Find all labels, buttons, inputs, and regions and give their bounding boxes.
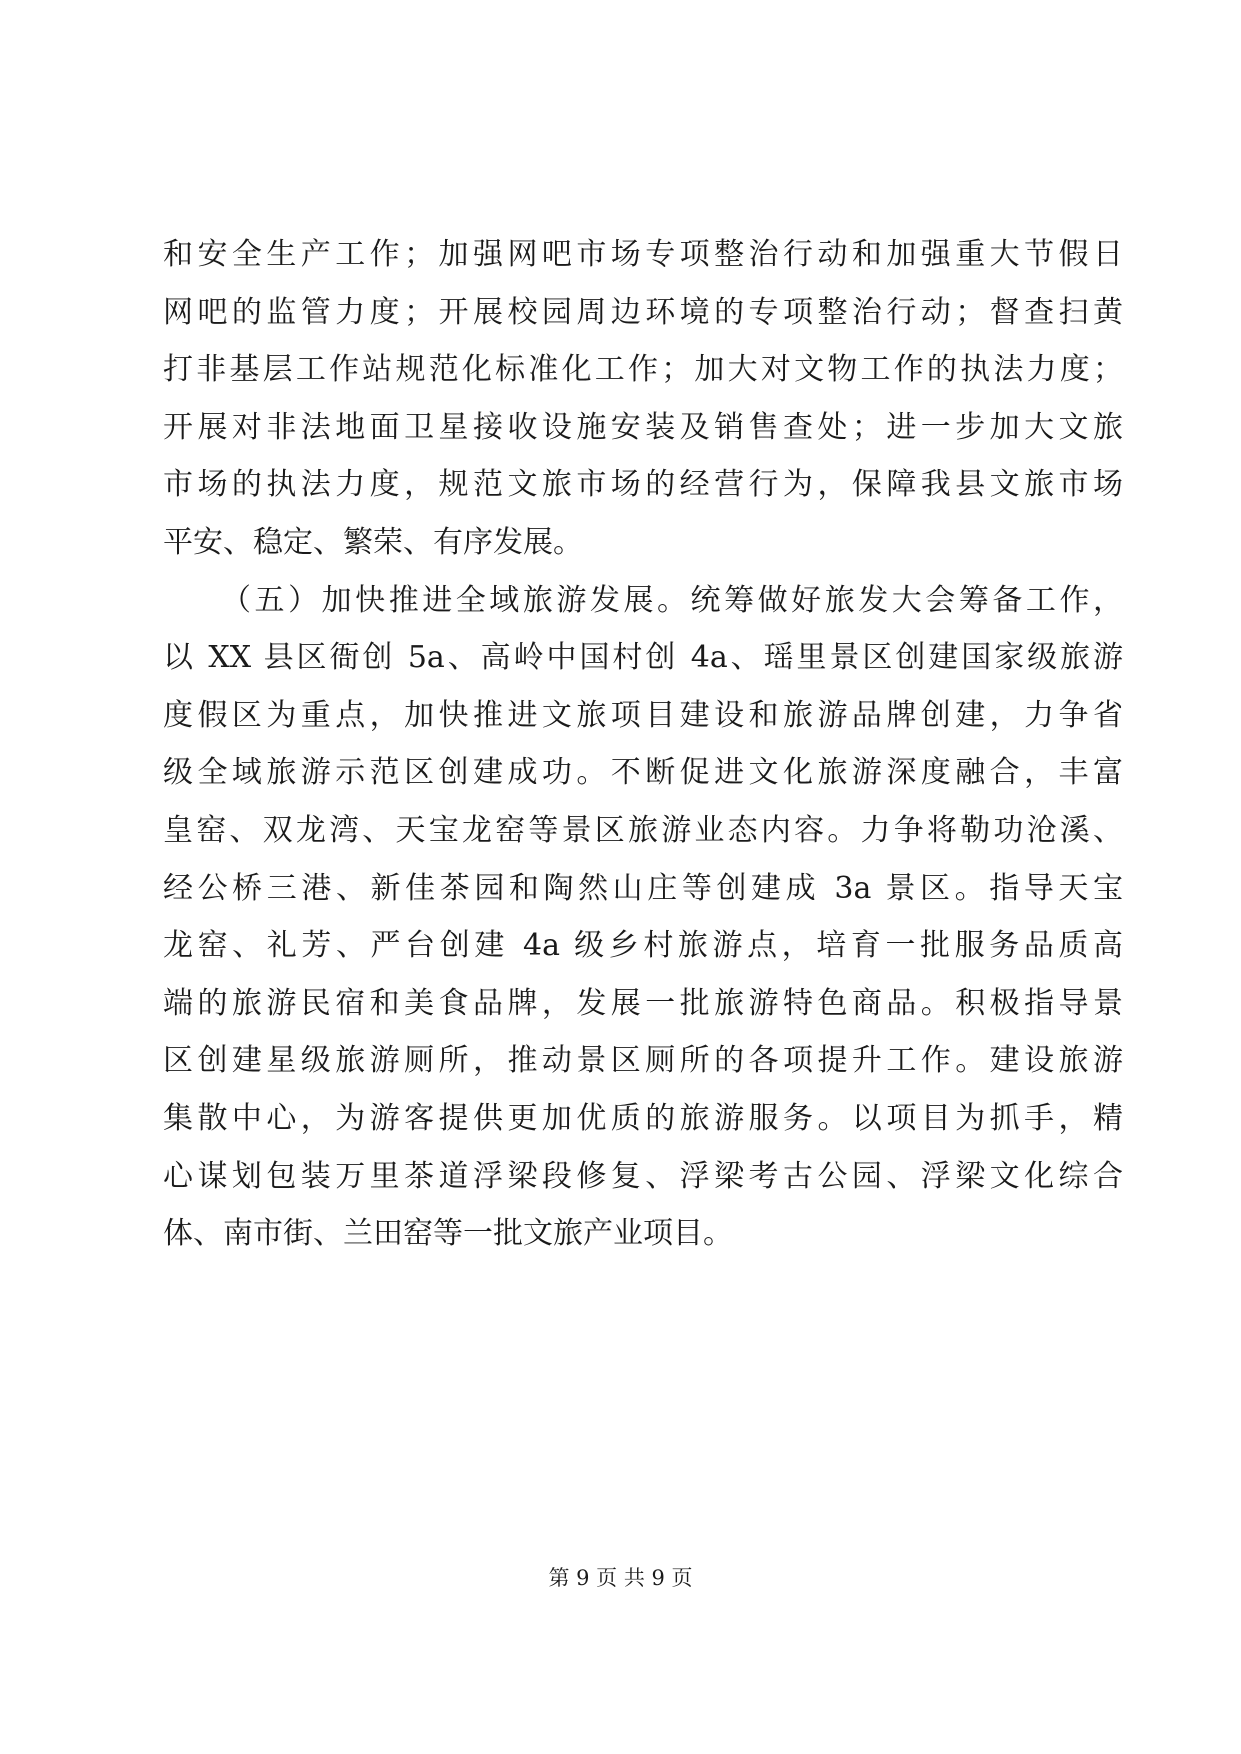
text-line: 心谋划包装万里茶道浮梁段修复、浮梁考古公园、浮梁文化综合 (163, 1158, 1123, 1194)
text-line: 打非基层工作站规范化标准化工作；加大对文物工作的执法力度； (163, 352, 1123, 388)
text-line: 平安、稳定、繁荣、有序发展。 (163, 524, 583, 560)
text-line: 级全域旅游示范区创建成功。不断促进文化旅游深度融合，丰富 (163, 755, 1123, 791)
section-heading-line: （五）加快推进全域旅游发展。统筹做好旅发大会筹备工作， (221, 582, 1123, 618)
text-line: 度假区为重点，加快推进文旅项目建设和旅游品牌创建，力争省 (163, 697, 1123, 733)
text-line: 端的旅游民宿和美食品牌，发展一批旅游特色商品。积极指导景 (163, 985, 1123, 1021)
text-line: 网吧的监管力度；开展校园周边环境的专项整治行动；督查扫黄 (163, 294, 1123, 330)
text-line: 龙窑、礼芳、严台创建 4a 级乡村旅游点，培育一批服务品质高 (163, 928, 1123, 964)
text-line: 体、南市街、兰田窑等一批文旅产业项目。 (163, 1216, 733, 1252)
page-number-footer: 第 9 页 共 9 页 (548, 1566, 693, 1590)
text-line: 集散中心，为游客提供更加优质的旅游服务。以项目为抓手，精 (163, 1100, 1123, 1136)
text-line: 经公桥三港、新佳茶园和陶然山庄等创建成 3a 景区。指导天宝 (163, 870, 1123, 906)
text-line: 区创建星级旅游厕所，推动景区厕所的各项提升工作。建设旅游 (163, 1043, 1123, 1079)
text-line: 和安全生产工作；加强网吧市场专项整治行动和加强重大节假日 (163, 237, 1123, 272)
body-text (163, 226, 1123, 1263)
text-line: 以 XX 县区衙创 5a、高岭中国村创 4a、瑶里景区创建国家级旅游 (163, 640, 1123, 676)
text-line: 开展对非法地面卫星接收设施安装及销售查处；进一步加大文旅 (163, 409, 1123, 445)
text-line: 皇窑、双龙湾、天宝龙窑等景区旅游业态内容。力争将勒功沧溪、 (163, 812, 1123, 848)
text-line: 市场的执法力度，规范文旅市场的经营行为，保障我县文旅市场 (163, 467, 1123, 503)
